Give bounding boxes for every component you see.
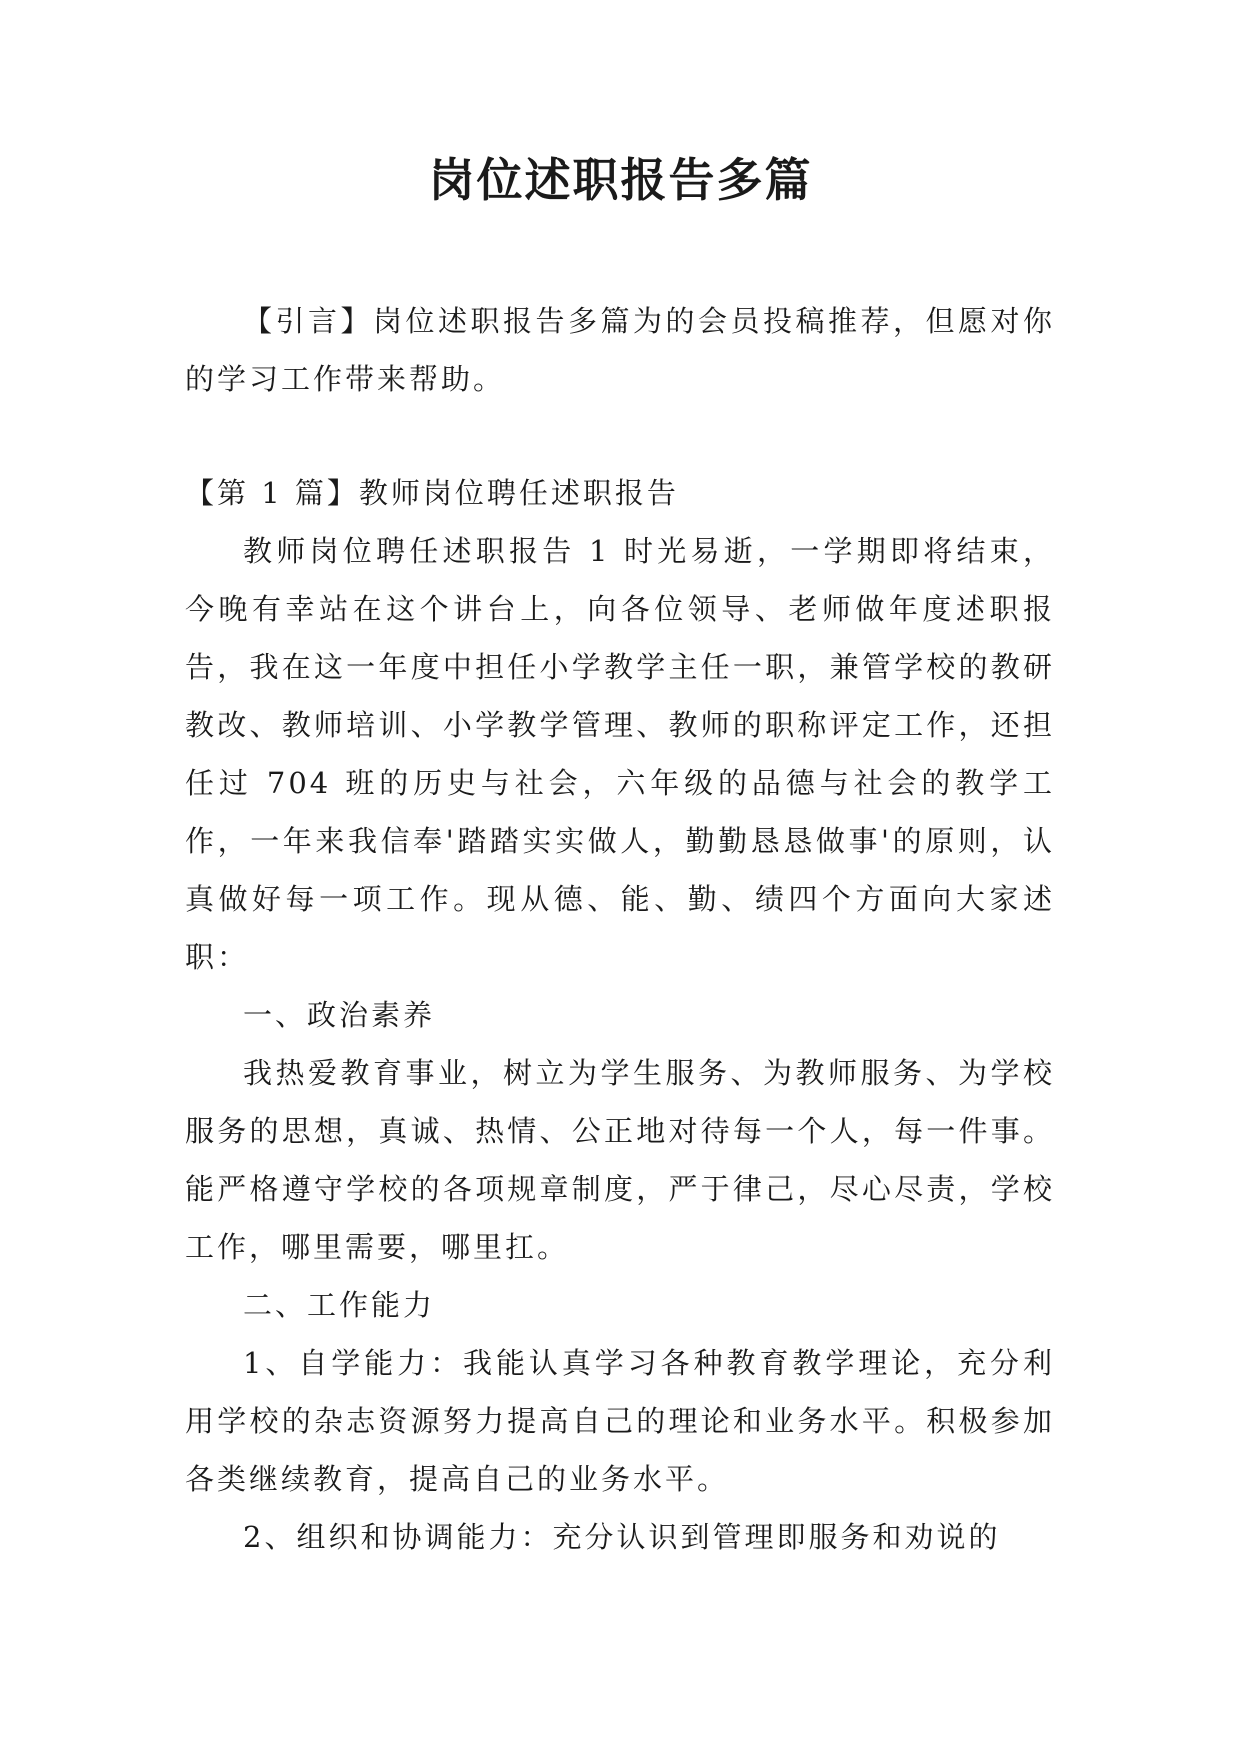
spacer bbox=[185, 408, 1055, 464]
document-title: 岗位述职报告多篇 bbox=[428, 153, 813, 207]
section-heading: 【第 1 篇】教师岗位聘任述职报告 bbox=[185, 476, 679, 510]
body-paragraph: 我热爱教育事业，树立为学生服务、为教师服务、为学校服务的思想，真诚、热情、公正地对待每一个人，每一件事。能严格遵守学校的各项规章制度，严于律己，尽心尽责，学校工作，哪里需要，哪里扛。 bbox=[185, 1056, 1055, 1264]
body-paragraph: 教师岗位聘任述职报告 1 时光易逝，一学期即将结束，今晚有幸站在这个讲台上，向各位领导、老师做年度述职报告，我在这一年度中担任小学教学主任一职，兼管学校的教研教改、教师培训、小学教学管理、教师的职称评定工作，还担任过 704 班的历史与社会，六年级的品德与社会的教学工作，一年来我信奉'踏踏实实做人，勤勤恳恳做事'的原则，认真做好每一项工作。现从德、能、勤、绩四个方面向大家述职： bbox=[185, 534, 1055, 974]
body-paragraph: 2、组织和协调能力：充分认识到管理即服务和劝说的 bbox=[243, 1520, 1001, 1554]
subsection-heading: 一、政治素养 bbox=[243, 998, 436, 1032]
body-paragraph: 1、自学能力：我能认真学习各种教育教学理论，充分利用学校的杂志资源努力提高自己的理论和业务水平。积极参加各类继续教育，提高自己的业务水平。 bbox=[185, 1346, 1055, 1496]
document-body bbox=[185, 292, 1055, 1566]
subsection-heading: 二、工作能力 bbox=[243, 1288, 436, 1322]
intro-paragraph: 【引言】岗位述职报告多篇为的会员投稿推荐，但愿对你的学习工作带来帮助。 bbox=[185, 304, 1055, 396]
